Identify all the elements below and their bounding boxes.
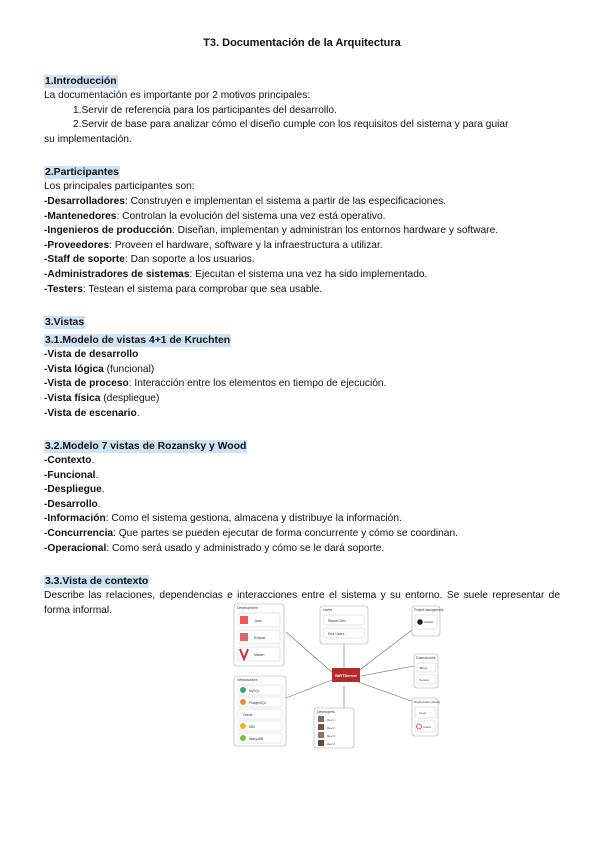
- context-diagram: [234, 602, 444, 748]
- svg-text:Java: Java: [254, 619, 262, 623]
- intro-item-2: 2.Servir de base para analizar cómo el diseño cumple con los requisitos del sistema y para guiar: [73, 119, 509, 131]
- participante-item: -Mantenedores: Controlan la evolución del sistema una vez está operativo.: [44, 210, 386, 222]
- heading-vistas: 3.Vistas: [45, 317, 85, 329]
- group-users: [320, 606, 368, 644]
- section-rozansky: [44, 436, 560, 556]
- svg-text:Infrastructure: Infrastructure: [237, 678, 258, 682]
- svg-text:Tomcat: Tomcat: [419, 678, 429, 682]
- document-title: T3. Documentación de la Arquitectura: [203, 37, 401, 49]
- context-diagram-svg: [234, 602, 444, 748]
- svg-text:Deployment (cloud): Deployment (cloud): [414, 700, 441, 704]
- svg-text:Dev 3: Dev 3: [327, 734, 335, 738]
- contexto-text: Describe las relaciones, dependencias e interacciones entre el sistema y su entorno. Se suele representar de forma informal.: [44, 590, 560, 616]
- mysql-icon: [240, 687, 246, 693]
- group-deployment: [412, 698, 440, 736]
- eclipse-icon: [240, 633, 248, 641]
- birt-server-node: [332, 668, 360, 682]
- svg-text:External tools: External tools: [416, 656, 436, 660]
- rozansky-item: -Operacional: Como será usado y administrado y cómo se le dará soporte.: [44, 542, 385, 554]
- heading-contexto: 3.3.Vista de contexto: [45, 576, 149, 588]
- svg-text:Development: Development: [237, 606, 258, 610]
- svg-text:Dev 1: Dev 1: [327, 718, 335, 722]
- kruchten-item: -Vista de escenario.: [44, 407, 140, 419]
- kruchten-item: -Vista lógica (funcional): [44, 363, 155, 375]
- svg-text:MongoDB: MongoDB: [249, 737, 264, 741]
- rozansky-item: -Concurrencia: Que partes se pueden ejecutar de forma concurrente y cómo se coordinan.: [44, 528, 458, 540]
- svg-text:JBoss: JBoss: [419, 666, 428, 670]
- svg-text:End Users: End Users: [328, 632, 345, 636]
- svg-text:Developers: Developers: [317, 710, 335, 714]
- participante-item: -Testers: Testean el sistema para comprobar que sea usable.: [44, 283, 323, 295]
- svg-text:Report Dev: Report Dev: [328, 619, 346, 623]
- group-infrastructure: [234, 676, 286, 746]
- svg-text:Dev 4: Dev 4: [327, 742, 335, 746]
- svg-text:PostgreSQL: PostgreSQL: [249, 701, 267, 705]
- intro-lead: La documentación es importante por 2 motivos principales:: [44, 90, 311, 101]
- group-development: [234, 604, 284, 666]
- kruchten-item: -Vista física (despliegue): [44, 392, 160, 404]
- participante-item: -Staff de soporte: Dan soporte a los usuarios.: [44, 254, 255, 266]
- rozansky-item: -Despliegue.: [44, 484, 105, 496]
- svg-text:BIRTServer: BIRTServer: [335, 673, 357, 678]
- developer-avatar: [318, 724, 324, 730]
- svg-text:MySQL: MySQL: [249, 689, 260, 693]
- rozansky-item: -Contexto.: [44, 455, 95, 467]
- mongodb-icon: [240, 735, 246, 741]
- participantes-lead: Los principales participantes son:: [44, 181, 195, 193]
- developer-avatar: [318, 732, 324, 738]
- svg-text:Maven: Maven: [254, 653, 265, 657]
- section-participantes: [44, 162, 560, 297]
- section-vistas: [44, 312, 560, 421]
- document-page: [44, 30, 560, 618]
- intro-item-2-cont: su implementación.: [44, 133, 132, 145]
- group-external-tools: [414, 654, 438, 688]
- rozansky-item: -Información: Como el sistema gestiona, almacena y distribuye la información.: [44, 513, 402, 525]
- db2-icon: [240, 723, 246, 729]
- postgresql-icon: [240, 699, 246, 705]
- svg-text:Eclipse: Eclipse: [254, 636, 266, 640]
- github-icon: [417, 619, 423, 625]
- java-icon: [240, 616, 248, 624]
- participante-item: -Ingenieros de producción: Diseñan, implementan y administran los entornos hardware y software.: [44, 225, 499, 237]
- developer-avatar: [318, 716, 324, 722]
- svg-text:Users: Users: [323, 608, 333, 612]
- svg-text:Cloud: Cloud: [423, 725, 431, 729]
- heading-participantes: 2.Participantes: [45, 167, 119, 179]
- svg-text:Project management: Project management: [414, 608, 444, 612]
- svg-text:Dev 2: Dev 2: [327, 726, 335, 730]
- svg-text:DB2: DB2: [249, 725, 256, 729]
- participante-item: -Desarrolladores: Construyen e implementan el sistema a partir de las especificaciones.: [44, 195, 447, 207]
- group-developers: [314, 708, 354, 748]
- rozansky-item: -Funcional.: [44, 469, 99, 481]
- svg-text:GitHub: GitHub: [424, 620, 434, 624]
- heading-kruchten: 3.1.Modelo de vistas 4+1 de Kruchten: [45, 335, 231, 347]
- intro-item-1: 1.Servir de referencia para los participantes del desarrollo.: [73, 104, 337, 116]
- svg-text:Linux: Linux: [419, 711, 427, 715]
- group-project-management: [412, 606, 444, 636]
- participante-item: -Proveedores: Proveen el hardware, software y la infraestructura a utilizar.: [44, 239, 383, 251]
- participante-item: -Administradores de sistemas: Ejecutan el sistema una vez ha sido implementado.: [44, 268, 428, 280]
- rozansky-item: -Desarrollo.: [44, 498, 101, 510]
- developer-avatar: [318, 740, 324, 746]
- heading-introduccion: 1.Introducción: [45, 76, 117, 87]
- kruchten-item: -Vista de desarrollo: [44, 349, 139, 361]
- heading-rozansky: 3.2.Modelo 7 vistas de Rozansky y Wood: [45, 441, 247, 453]
- svg-text:Oracle: Oracle: [243, 713, 253, 717]
- section-introduccion: [44, 71, 560, 147]
- kruchten-item: -Vista de proceso: Interacción entre los elementos en tiempo de ejecución.: [44, 378, 387, 390]
